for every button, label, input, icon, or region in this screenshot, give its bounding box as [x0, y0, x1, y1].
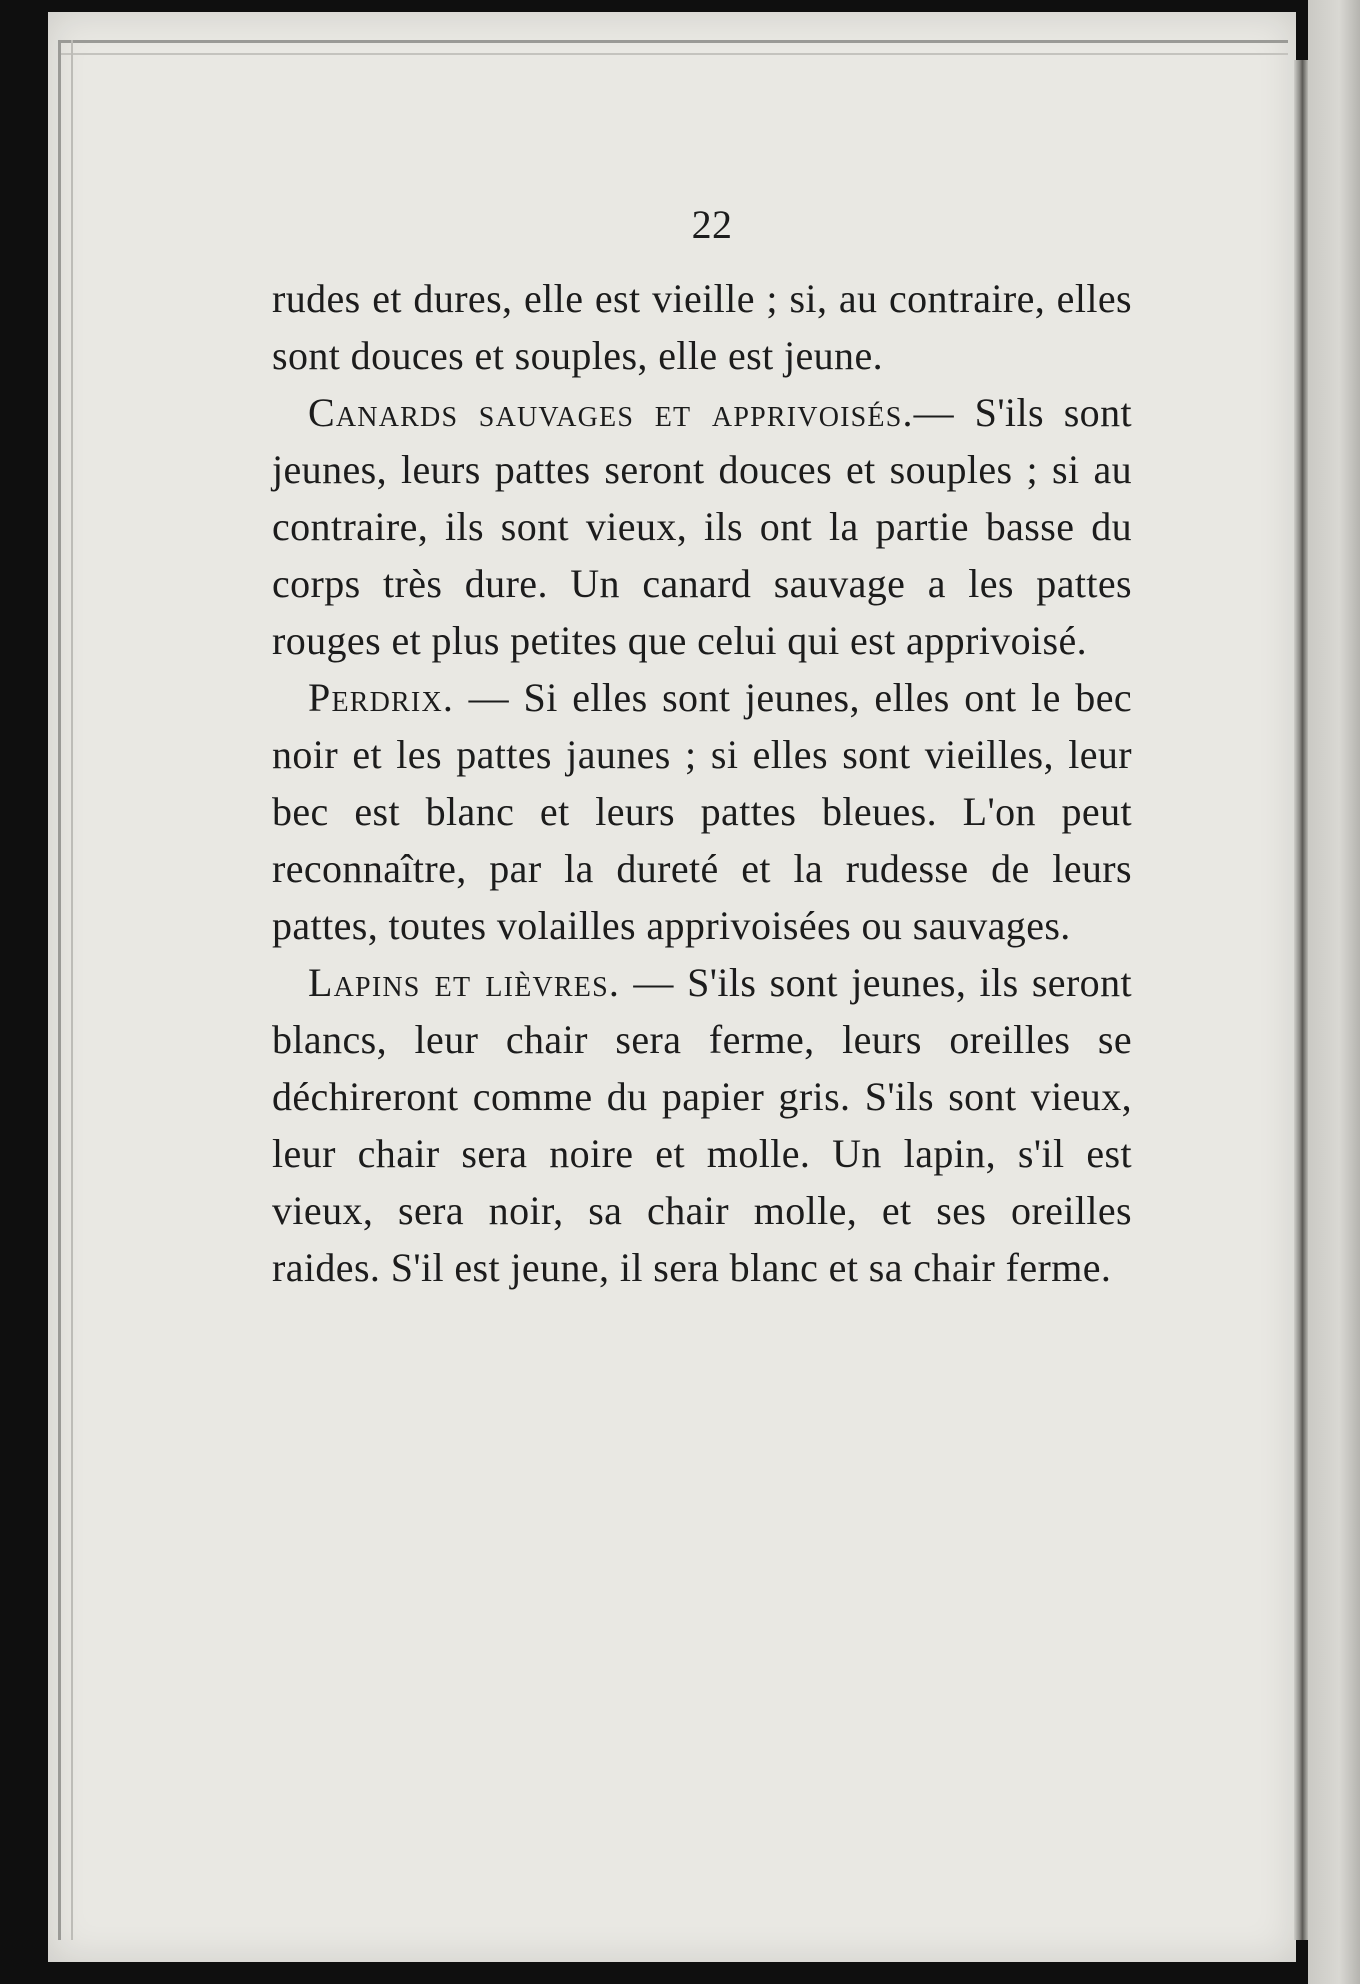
section-heading: Lapins et lièvres. — [308, 960, 621, 1005]
page-number: 22 — [691, 202, 733, 247]
paragraph-text: — Si elles sont jeunes, elles ont le bec noir et les pattes jaunes ; si elles sont vieilles, leur bec est blanc et leurs pattes bleues. L'on peut reconnaître, par la dureté et la rudesse de leurs pattes, toutes volailles apprivoisées ou sauvages. — [272, 675, 1132, 948]
body-text — [272, 200, 1132, 1296]
paragraph-perdrix — [272, 669, 1132, 954]
paragraph-intro — [272, 270, 1132, 384]
paragraph-text: — S'ils sont jeunes, ils seront blancs, leur chair sera ferme, leurs oreilles se déchireront comme du papier gris. S'ils sont vieux, leur chair sera noire et molle. Un lapin, s'il est vieux, sera noir, sa chair molle, et ses oreilles raides. S'il est jeune, il sera blanc et sa chair ferme. — [272, 960, 1132, 1290]
section-heading: Canards sauvages et apprivoisés.— — [308, 390, 955, 435]
book-binding — [1294, 60, 1308, 1940]
section-heading: Perdrix. — [308, 675, 455, 720]
paragraph-lapins — [272, 954, 1132, 1296]
page-edge-top — [58, 40, 1288, 55]
page-edge-left — [58, 40, 73, 1940]
paragraph-text: rudes et dures, elle est vieille ; si, au contraire, elles sont douces et souples, elle est jeune. — [272, 276, 1132, 378]
paragraph-canards — [272, 384, 1132, 669]
next-page-edge — [1308, 0, 1360, 1984]
paragraph-text: S'ils sont jeunes, leurs pattes seront douces et souples ; si au contraire, ils sont vieux, ils ont la partie basse du corps très dure. Un canard sauvage a les pattes rouges et plus petites que celui qui est apprivoisé. — [272, 390, 1132, 663]
